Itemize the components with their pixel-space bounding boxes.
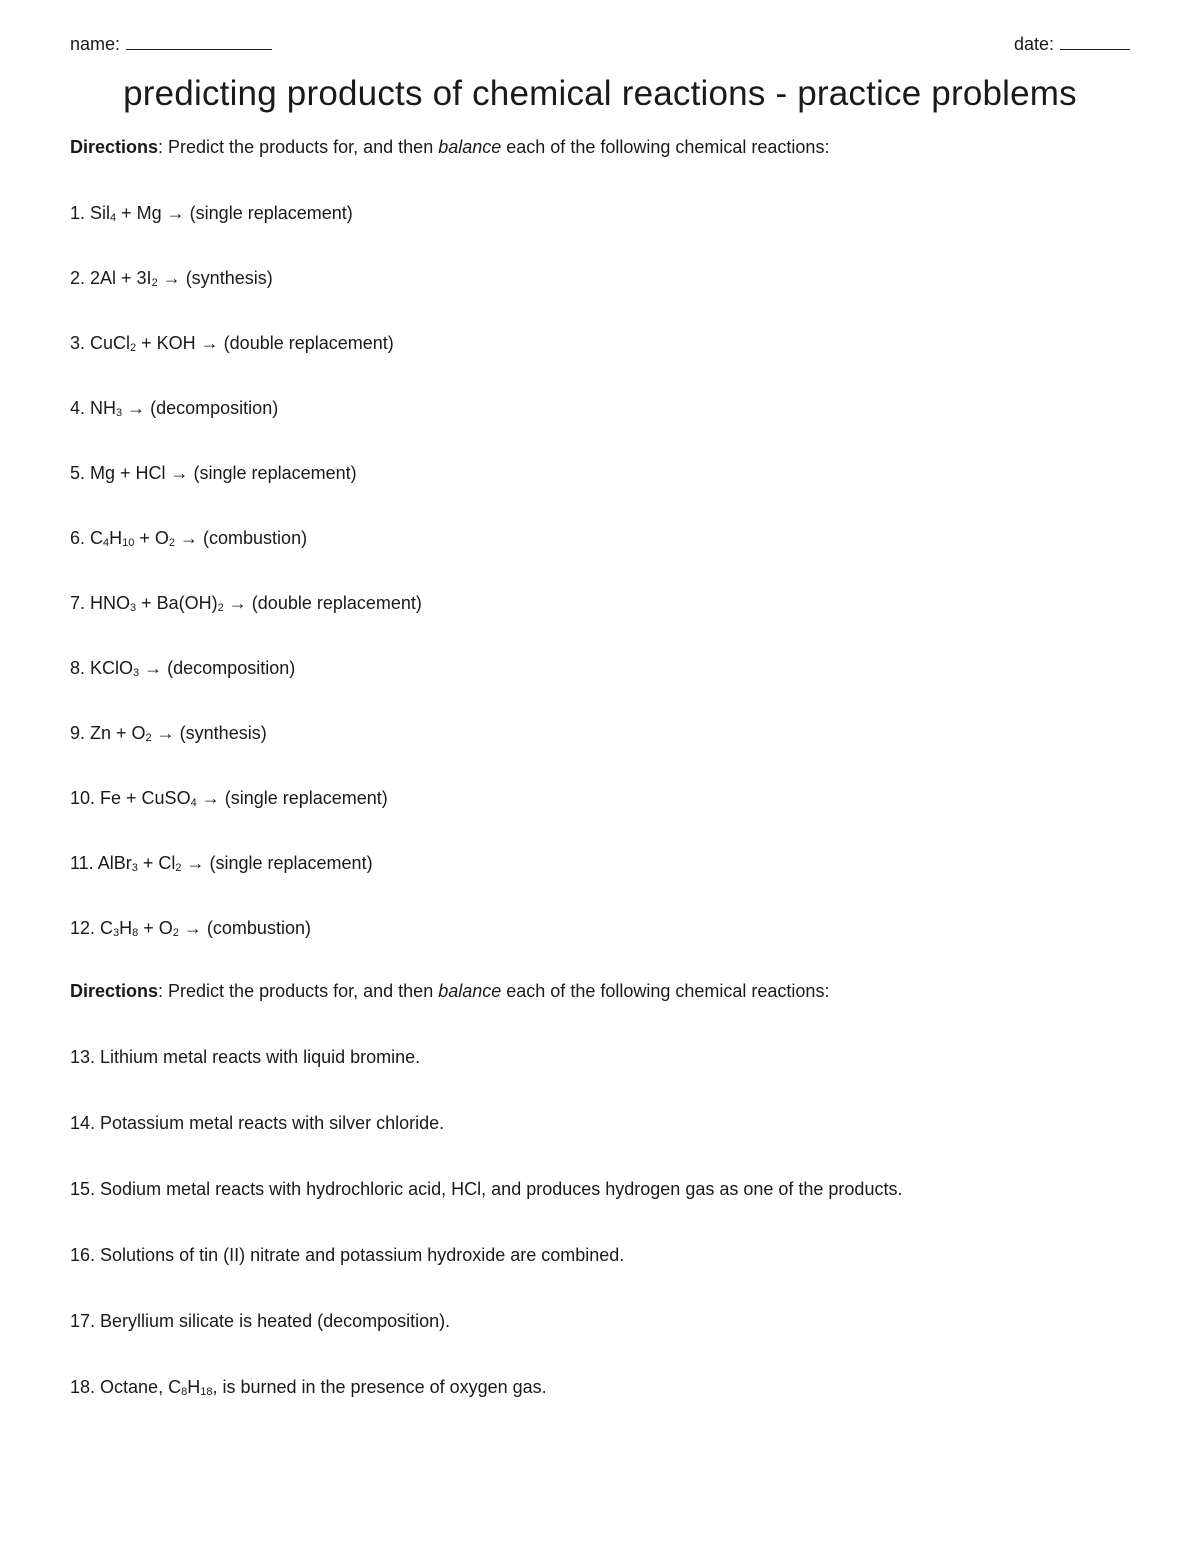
problem-number: 18. [70, 1377, 101, 1397]
problem-number: 2. [70, 268, 91, 288]
problem-number: 5. [70, 463, 91, 483]
problem-text: → (double replacement) [223, 593, 422, 613]
subscript: 4 [190, 797, 197, 809]
problem-text: → (combustion) [178, 918, 311, 938]
problem-number: 4. [70, 398, 91, 418]
problem-text: Octane, C [100, 1377, 182, 1397]
problem-item [70, 658, 295, 679]
problem-number: 17. [70, 1311, 101, 1331]
problem-text: C [90, 528, 104, 548]
directions-label: Directions [70, 981, 159, 1001]
problem-text: + Cl [137, 853, 176, 873]
problem-text: → (single replacement) [196, 788, 388, 808]
problem-text: Beryllium silicate is heated (decomposition). [100, 1311, 451, 1331]
subscript: 4 [110, 212, 117, 224]
problem-text: + O [134, 528, 169, 548]
problem-item [70, 918, 311, 939]
problem-text: → (single replacement) [181, 853, 373, 873]
problem-text: → (synthesis) [151, 723, 267, 743]
problem-item [70, 593, 422, 614]
subscript: 2 [168, 537, 176, 549]
problem-text: + Mg → (single replacement) [116, 203, 353, 223]
problem-number: 16. [70, 1245, 101, 1265]
header-row [70, 34, 1130, 60]
problem-text: Lithium metal reacts with liquid bromine. [100, 1047, 421, 1067]
problem-item [70, 1245, 624, 1266]
problem-text: Sodium metal reacts with hydrochloric acid, HCl, and produces hydrogen gas as one of the products. [100, 1179, 903, 1199]
problem-text: Potassium metal reacts with silver chloride. [100, 1113, 445, 1133]
directions-part-2 [70, 981, 829, 1002]
problem-number: 13. [70, 1047, 101, 1067]
problem-text: , is burned in the presence of oxygen gas. [212, 1377, 547, 1397]
directions-text-before: : Predict the products for, and then [158, 137, 439, 157]
date-label: date: [1013, 34, 1054, 54]
date-field [1014, 34, 1130, 55]
problem-item [70, 853, 373, 874]
problem-item [70, 723, 267, 744]
problem-text: + Ba(OH) [136, 593, 218, 613]
subscript: 3 [116, 407, 123, 419]
problem-number: 9. [70, 723, 91, 743]
problem-number: 10. [70, 788, 101, 808]
problem-number: 12. [70, 918, 101, 938]
problem-item [70, 463, 357, 484]
problem-number: 1. [70, 203, 91, 223]
problem-text: AlBr [97, 853, 132, 873]
name-label: name: [70, 34, 121, 54]
problem-number: 14. [70, 1113, 101, 1133]
problem-text: H [119, 918, 133, 938]
problem-item [70, 1311, 450, 1332]
problem-item [70, 268, 273, 289]
problem-text: Fe + CuSO [100, 788, 191, 808]
subscript: 2 [175, 862, 182, 874]
problem-text: C [100, 918, 114, 938]
problem-text: → (decomposition) [139, 658, 296, 678]
directions-part-1 [70, 137, 829, 158]
subscript: 2 [130, 342, 137, 354]
directions-text-before: : Predict the products for, and then [158, 981, 439, 1001]
date-blank-line [1060, 35, 1130, 50]
subscript: 4 [103, 537, 110, 549]
problem-text: + KOH → (double replacement) [136, 333, 394, 353]
problem-number: 8. [70, 658, 91, 678]
problem-text: Sil [90, 203, 111, 223]
subscript: 8 [181, 1386, 188, 1398]
problem-item [70, 1377, 547, 1398]
problem-text: → (synthesis) [157, 268, 273, 288]
problem-item [70, 398, 278, 419]
problem-item [70, 1179, 902, 1200]
problem-text: H [109, 528, 123, 548]
subscript: 10 [122, 537, 135, 549]
problem-item [70, 528, 307, 549]
problem-number: 11. [70, 853, 98, 873]
page-title: predicting products of chemical reactions - practice problems [123, 74, 1077, 113]
name-blank-line [126, 35, 272, 50]
directions-text-after: each of the following chemical reactions: [501, 137, 830, 157]
problem-number: 6. [70, 528, 91, 548]
problem-text: Solutions of tin (II) nitrate and potassium hydroxide are combined. [100, 1245, 625, 1265]
problem-text: → (combustion) [175, 528, 308, 548]
subscript: 2 [151, 277, 158, 289]
subscript: 8 [132, 927, 139, 939]
problem-text: → (decomposition) [122, 398, 279, 418]
problem-text: Zn + O [90, 723, 146, 743]
subscript: 3 [133, 667, 140, 679]
subscript: 3 [130, 602, 137, 614]
subscript: 2 [172, 927, 179, 939]
directions-text-after: each of the following chemical reactions: [501, 981, 830, 1001]
problem-text: H [187, 1377, 201, 1397]
subscript: 3 [131, 862, 138, 874]
subscript: 2 [145, 732, 152, 744]
problem-number: 15. [70, 1179, 101, 1199]
directions-emphasis: balance [438, 137, 502, 157]
problem-text: HNO [90, 593, 131, 613]
problem-item [70, 1113, 444, 1134]
problem-text: + O [138, 918, 173, 938]
name-field [70, 34, 272, 55]
problem-text: NH [90, 398, 117, 418]
problem-item [70, 333, 394, 354]
problem-item [70, 788, 388, 809]
directions-emphasis: balance [438, 981, 502, 1001]
problem-item [70, 203, 353, 224]
subscript: 18 [200, 1386, 213, 1398]
problem-text: CuCl [90, 333, 131, 353]
problem-item [70, 1047, 420, 1068]
problem-text: 2Al + 3I [90, 268, 152, 288]
subscript: 3 [113, 927, 120, 939]
problem-text: KClO [90, 658, 134, 678]
subscript: 2 [217, 602, 224, 614]
problem-number: 3. [70, 333, 91, 353]
directions-label: Directions [70, 137, 159, 157]
problem-number: 7. [70, 593, 91, 613]
problem-text: Mg + HCl → (single replacement) [90, 463, 357, 483]
